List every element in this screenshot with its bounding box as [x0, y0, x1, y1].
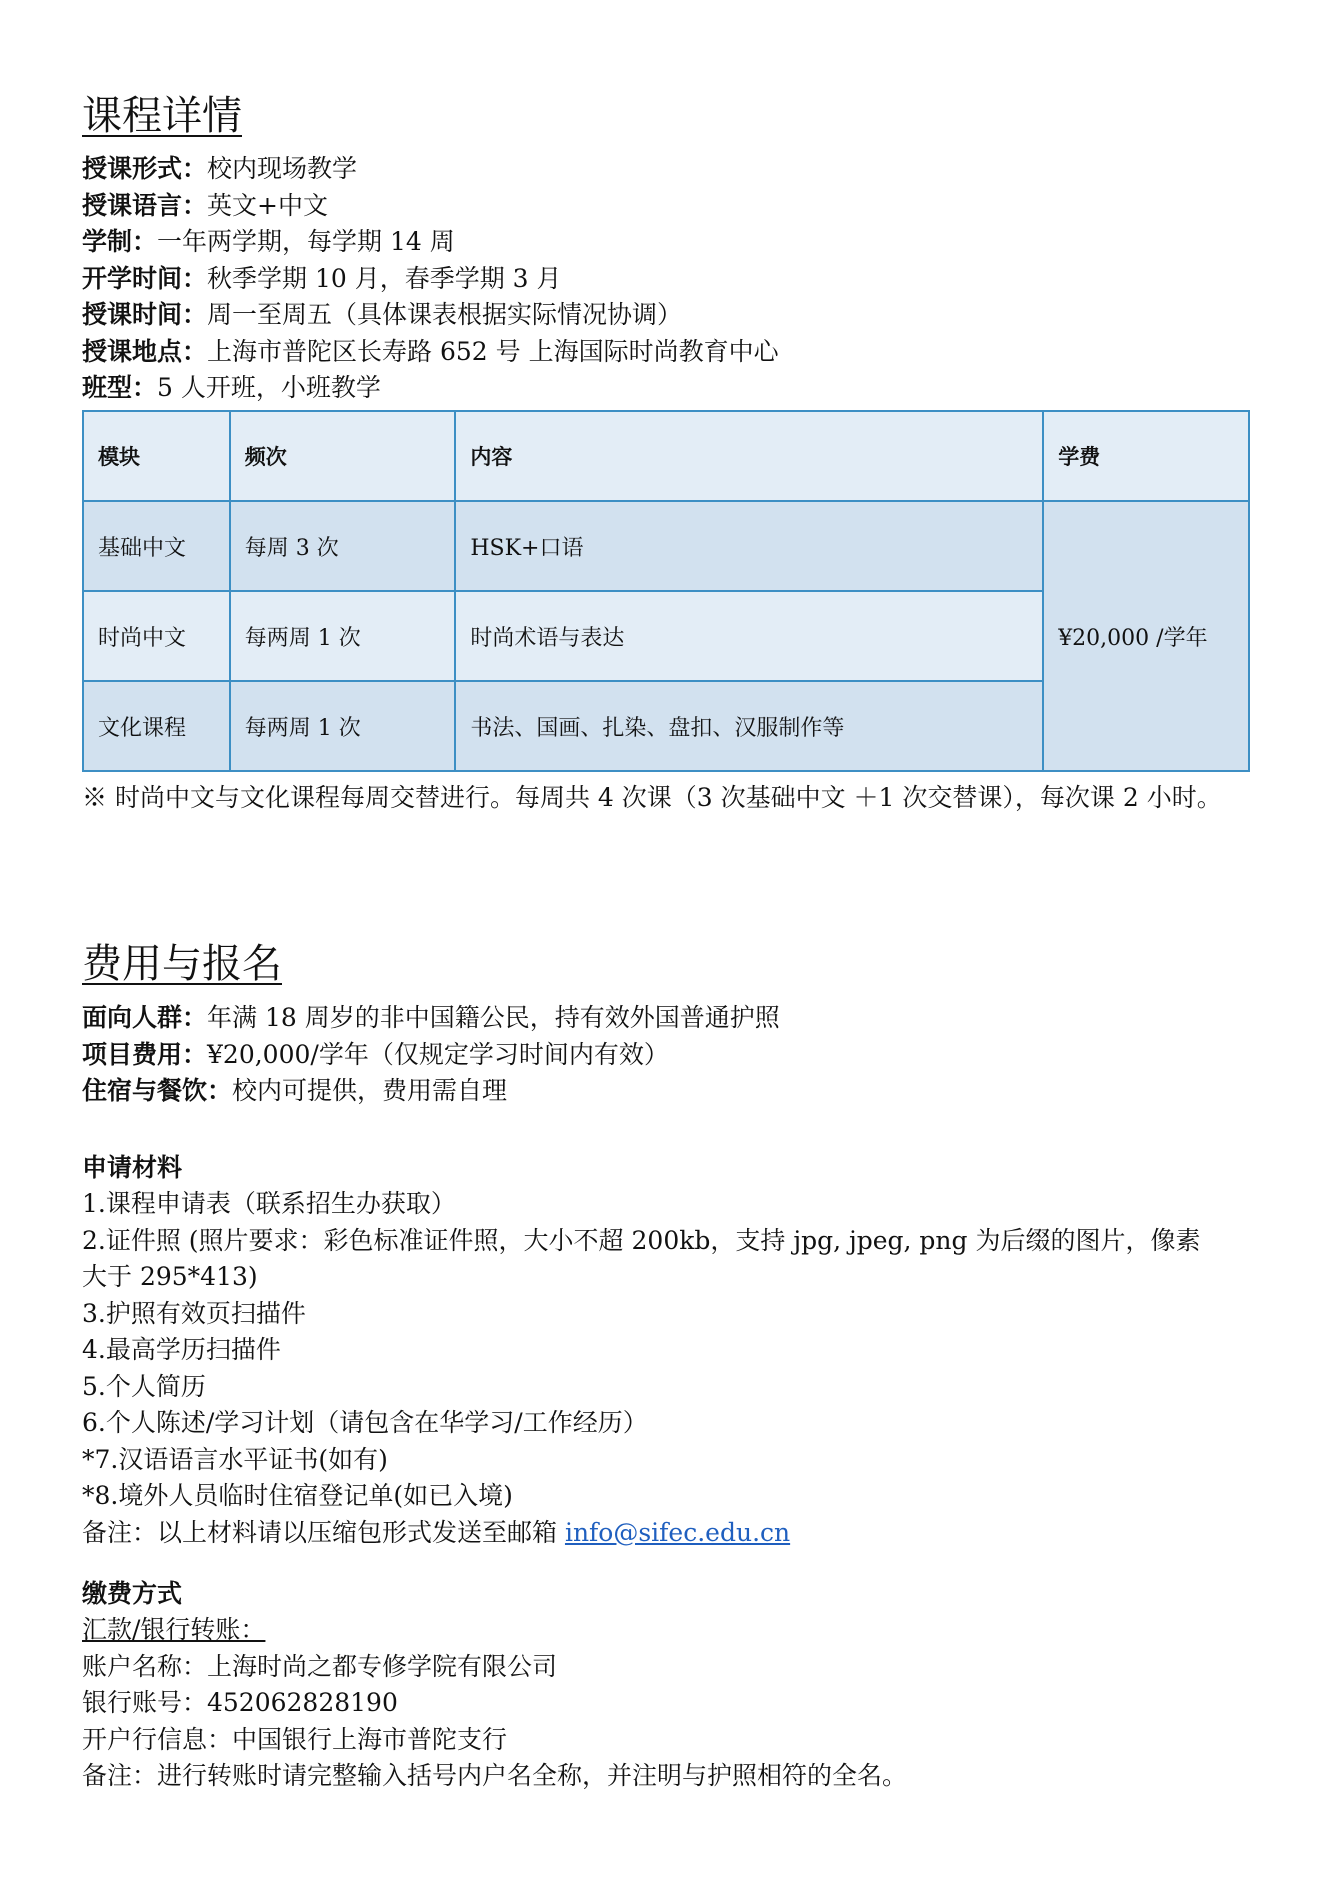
info-row-start-date: [82, 261, 1250, 298]
course-table: [82, 410, 1250, 772]
info-value: 上海市普陀区长寿路 652 号 上海国际时尚教育中心: [207, 336, 779, 366]
cell-frequency: 每两周 1 次: [230, 681, 456, 771]
info-value: 周一至周五（具体课表根据实际情况协调）: [207, 300, 683, 329]
info-label: 班型：: [82, 373, 158, 402]
course-info-list: [82, 151, 1250, 407]
account-name: 账户名称：上海时尚之都专修学院有限公司: [82, 1651, 558, 1681]
info-row-target-group: [82, 1000, 1250, 1037]
payment-method: 汇款/银行转账：: [82, 1615, 266, 1644]
info-value: 5 人开班，小班教学: [157, 373, 381, 402]
header-module: 模块: [83, 411, 230, 501]
header-fee: 学费: [1043, 411, 1249, 501]
cell-content: 书法、国画、扎染、盘扣、汉服制作等: [455, 681, 1043, 771]
list-item: 1.课程申请表（联系招生办获取）: [82, 1189, 456, 1218]
info-row-class-time: [82, 297, 1250, 334]
materials-remark: [82, 1515, 1250, 1552]
info-value: 校内现场教学: [207, 154, 358, 183]
list-item: 4.最高学历扫描件: [82, 1335, 281, 1364]
remark-text: 备注：以上材料请以压缩包形式发送至邮箱: [82, 1517, 565, 1547]
info-value: ¥20,000/学年（仅规定学习时间内有效）: [207, 1039, 669, 1069]
account-number: 银行账号：452062828190: [82, 1688, 398, 1717]
info-value: 一年两学期，每学期 14 周: [157, 227, 455, 256]
materials-heading: 申请材料: [82, 1153, 183, 1182]
info-label: 面向人群：: [82, 1003, 208, 1032]
list-item: *8.境外人员临时住宿登记单(如已入境): [82, 1481, 513, 1510]
cell-content: 时尚术语与表达: [455, 591, 1043, 681]
fee-info-list: [82, 1000, 1250, 1110]
schedule-note: ※ 时尚中文与文化课程每周交替进行。每周共 4 次课（3 次基础中文 ＋1 次交替课），每次课 2 小时。: [82, 783, 1222, 812]
info-label: 开学时间：: [82, 263, 208, 293]
list-item: 6.个人陈述/学习计划（请包含在华学习/工作经历）: [82, 1408, 648, 1437]
info-value: 校内可提供，费用需自理: [232, 1076, 508, 1105]
cell-module: 基础中文: [83, 501, 230, 591]
table-header-row: [83, 411, 1249, 501]
info-row-duration: [82, 224, 1250, 261]
table-row: [83, 501, 1249, 591]
info-label: 授课形式：: [82, 154, 208, 183]
materials-list: [82, 1186, 1250, 1551]
info-label: 学制：: [82, 227, 158, 256]
info-label: 项目费用：: [82, 1039, 208, 1069]
info-row-accommodation: [82, 1073, 1250, 1110]
info-row-teaching-form: [82, 151, 1250, 188]
info-value: 秋季学期 10 月，春季学期 3 月: [207, 263, 562, 293]
cell-module: 时尚中文: [83, 591, 230, 681]
cell-fee: ¥20,000 /学年: [1043, 501, 1249, 771]
info-row-location: [82, 334, 1250, 371]
header-frequency: 频次: [230, 411, 456, 501]
info-row-language: [82, 188, 1250, 225]
payment-remark: 备注：进行转账时请完整输入括号内户名全称，并注明与护照相符的全名。: [82, 1761, 908, 1790]
info-value: 年满 18 周岁的非中国籍公民，持有效外国普通护照: [207, 1003, 780, 1032]
list-item: 5.个人简历: [82, 1371, 206, 1401]
info-label: 授课时间：: [82, 300, 208, 329]
info-label: 住宿与餐饮：: [82, 1076, 233, 1105]
section-title-course-details: 课程详情: [82, 93, 242, 139]
cell-frequency: 每周 3 次: [230, 501, 456, 591]
email-link[interactable]: info@sifec.edu.cn: [564, 1517, 791, 1547]
info-label: 授课地点：: [82, 336, 208, 366]
list-item: 大于 295*413): [82, 1262, 258, 1291]
bank-info: 开户行信息：中国银行上海市普陀支行: [82, 1724, 508, 1754]
info-row-class-size: [82, 370, 1250, 407]
section-title-fees-registration: 费用与报名: [82, 941, 282, 987]
info-label: 授课语言：: [82, 190, 208, 220]
header-content: 内容: [455, 411, 1043, 501]
list-item: 3.护照有效页扫描件: [82, 1298, 306, 1328]
payment-heading: 缴费方式: [82, 1579, 183, 1608]
list-item: *7.汉语语言水平证书(如有): [82, 1444, 388, 1474]
info-row-program-fee: [82, 1037, 1250, 1074]
payment-info: [82, 1612, 1250, 1795]
info-value: 英文+中文: [207, 190, 328, 220]
list-item: 2.证件照 (照片要求：彩色标准证件照，大小不超 200kb，支持 jpg, jpeg, png 为后缀的图片，像素: [82, 1225, 1201, 1255]
cell-module: 文化课程: [83, 681, 230, 771]
cell-frequency: 每两周 1 次: [230, 591, 456, 681]
cell-content: HSK+口语: [455, 501, 1043, 591]
